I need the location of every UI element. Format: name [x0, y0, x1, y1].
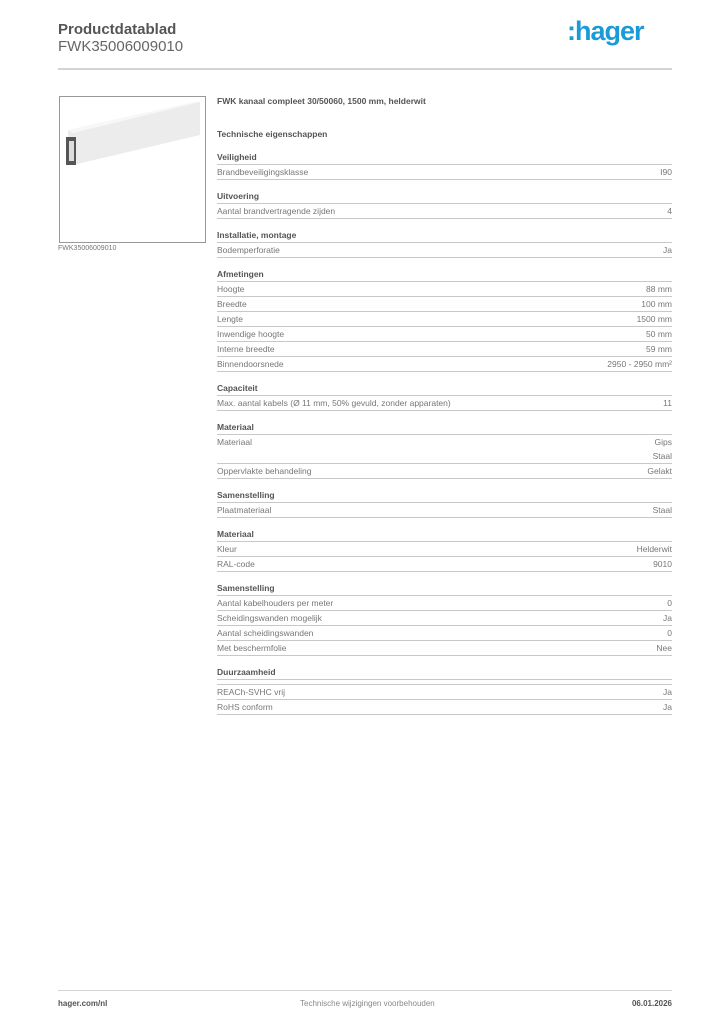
spec-row [217, 700, 672, 715]
spec-row [217, 557, 672, 572]
spec-value-line: Staal [652, 451, 672, 461]
spec-value-line: Gelakt [647, 466, 672, 476]
spec-label: Binnendoorsnede [217, 359, 284, 369]
section-heading: Installatie, montage [217, 228, 672, 243]
spec-value-line: 100 mm [641, 299, 672, 309]
spec-value [637, 542, 672, 556]
spec-row [217, 327, 672, 342]
product-image [59, 96, 206, 243]
image-caption: FWK35006009010 [58, 245, 117, 252]
spec-value [663, 396, 672, 410]
spec-section [217, 581, 672, 656]
spec-label: Interne breedte [217, 344, 275, 354]
spec-row [217, 596, 672, 611]
product-code: FWK35006009010 [58, 38, 184, 55]
spec-label: Max. aantal kabels (Ø 11 mm, 50% gevuld, zonder apparaten) [217, 398, 451, 408]
spec-label: Oppervlakte behandeling [217, 466, 312, 476]
spec-value [663, 685, 672, 699]
spec-value [646, 342, 672, 356]
spec-label: Aantal kabelhouders per meter [217, 598, 334, 608]
spec-row [217, 685, 672, 700]
section-heading: Materiaal [217, 527, 672, 542]
section-heading: Afmetingen [217, 267, 672, 282]
spec-section [217, 150, 672, 180]
spec-value-line: Staal [652, 505, 672, 515]
spec-value-line: Helderwit [636, 544, 672, 554]
spec-value [663, 611, 672, 625]
section-heading: Veiligheid [217, 150, 672, 165]
spec-value [653, 503, 672, 517]
footer-date: 06.01.2026 [631, 999, 672, 1008]
spec-value [663, 243, 672, 257]
spec-label: RoHS conform [217, 702, 273, 712]
spec-label: Scheidingswanden mogelijk [217, 613, 322, 623]
spec-value [637, 312, 672, 326]
spec-row [217, 396, 672, 411]
spec-value-line: Ja [663, 702, 672, 712]
spec-row [217, 282, 672, 297]
spec-row [217, 312, 672, 327]
spec-value [647, 464, 672, 478]
document-title: Productdatablad [58, 21, 177, 38]
spec-value-line: 2950 - 2950 mm² [607, 359, 672, 369]
spec-value [660, 165, 672, 179]
spec-value-line: 88 mm [646, 284, 672, 294]
spec-row [217, 435, 672, 464]
section-heading: Materiaal [217, 420, 672, 435]
spec-value-line: Gips [654, 437, 672, 447]
spec-label: Lengte [217, 314, 243, 324]
spec-sections [217, 150, 672, 715]
spec-value-line: Ja [663, 687, 672, 697]
spec-section [217, 228, 672, 258]
hager-logo: :hager [567, 16, 644, 46]
spec-label: Brandbeveiligingsklasse [217, 167, 309, 177]
spec-value [663, 700, 672, 714]
spec-content [217, 96, 672, 724]
spec-value-line: 50 mm [646, 329, 672, 339]
spec-value [667, 626, 672, 640]
footer-divider [58, 990, 672, 991]
spec-row [217, 342, 672, 357]
spec-row [217, 357, 672, 372]
spec-label: Aantal brandvertragende zijden [217, 206, 336, 216]
spec-label: Aantal scheidingswanden [217, 628, 314, 638]
spec-value [656, 641, 672, 655]
spec-value-line: Ja [663, 245, 672, 255]
spec-row [217, 641, 672, 656]
spec-section [217, 189, 672, 219]
spec-section [217, 420, 672, 479]
spec-row [217, 542, 672, 557]
spec-label: Hoogte [217, 284, 245, 294]
spec-value-line: 0 [667, 598, 672, 608]
section-heading: Capaciteit [217, 381, 672, 396]
spec-value-line: Ja [663, 613, 672, 623]
cable-duct-illustration [60, 97, 205, 242]
spec-section [217, 381, 672, 411]
section-heading: Samenstelling [217, 581, 672, 596]
spec-label: Kleur [217, 544, 237, 554]
product-name: FWK kanaal compleet 30/50060, 1500 mm, helderwit [217, 96, 426, 106]
section-heading: Duurzaamheid [217, 665, 672, 680]
spec-value-line: 9010 [653, 559, 672, 569]
spec-value [607, 357, 672, 371]
header-divider [58, 68, 672, 70]
spec-value [653, 435, 672, 463]
spec-row [217, 243, 672, 258]
spec-section [217, 267, 672, 372]
spec-row [217, 165, 672, 180]
spec-row [217, 503, 672, 518]
spec-value-line: 0 [667, 628, 672, 638]
spec-value [653, 557, 672, 571]
spec-value [641, 297, 672, 311]
spec-label: Materiaal [217, 437, 252, 447]
spec-section [217, 488, 672, 518]
spec-label: REACh-SVHC vrij [217, 687, 286, 697]
spec-value-line: 4 [667, 206, 672, 216]
footer-disclaimer: Technische wijzigingen voorbehouden [300, 999, 435, 1008]
spec-value-line: Nee [656, 643, 672, 653]
spec-label: RAL-code [217, 559, 255, 569]
spec-row [217, 464, 672, 479]
spec-row [217, 297, 672, 312]
spec-row [217, 611, 672, 626]
spec-value [646, 327, 672, 341]
spec-value-line: 11 [663, 398, 672, 408]
spec-value [667, 204, 672, 218]
spec-value-line: 59 mm [646, 344, 672, 354]
spec-value [646, 282, 672, 296]
spec-label: Inwendige hoogte [217, 329, 285, 339]
spec-row [217, 626, 672, 641]
section-heading: Uitvoering [217, 189, 672, 204]
tech-heading: Technische eigenschappen [217, 129, 328, 139]
footer-website[interactable]: hager.com/nl [58, 999, 108, 1008]
spec-value [667, 596, 672, 610]
spec-label: Plaatmateriaal [217, 505, 272, 515]
spec-label: Bodemperforatie [217, 245, 280, 255]
spec-value-line: 1500 mm [636, 314, 672, 324]
section-heading: Samenstelling [217, 488, 672, 503]
spec-label: Breedte [217, 299, 247, 309]
spec-value-line: I90 [660, 167, 672, 177]
spec-section [217, 665, 672, 715]
spec-row [217, 204, 672, 219]
spec-label: Met beschermfolie [217, 643, 287, 653]
spec-section [217, 527, 672, 572]
